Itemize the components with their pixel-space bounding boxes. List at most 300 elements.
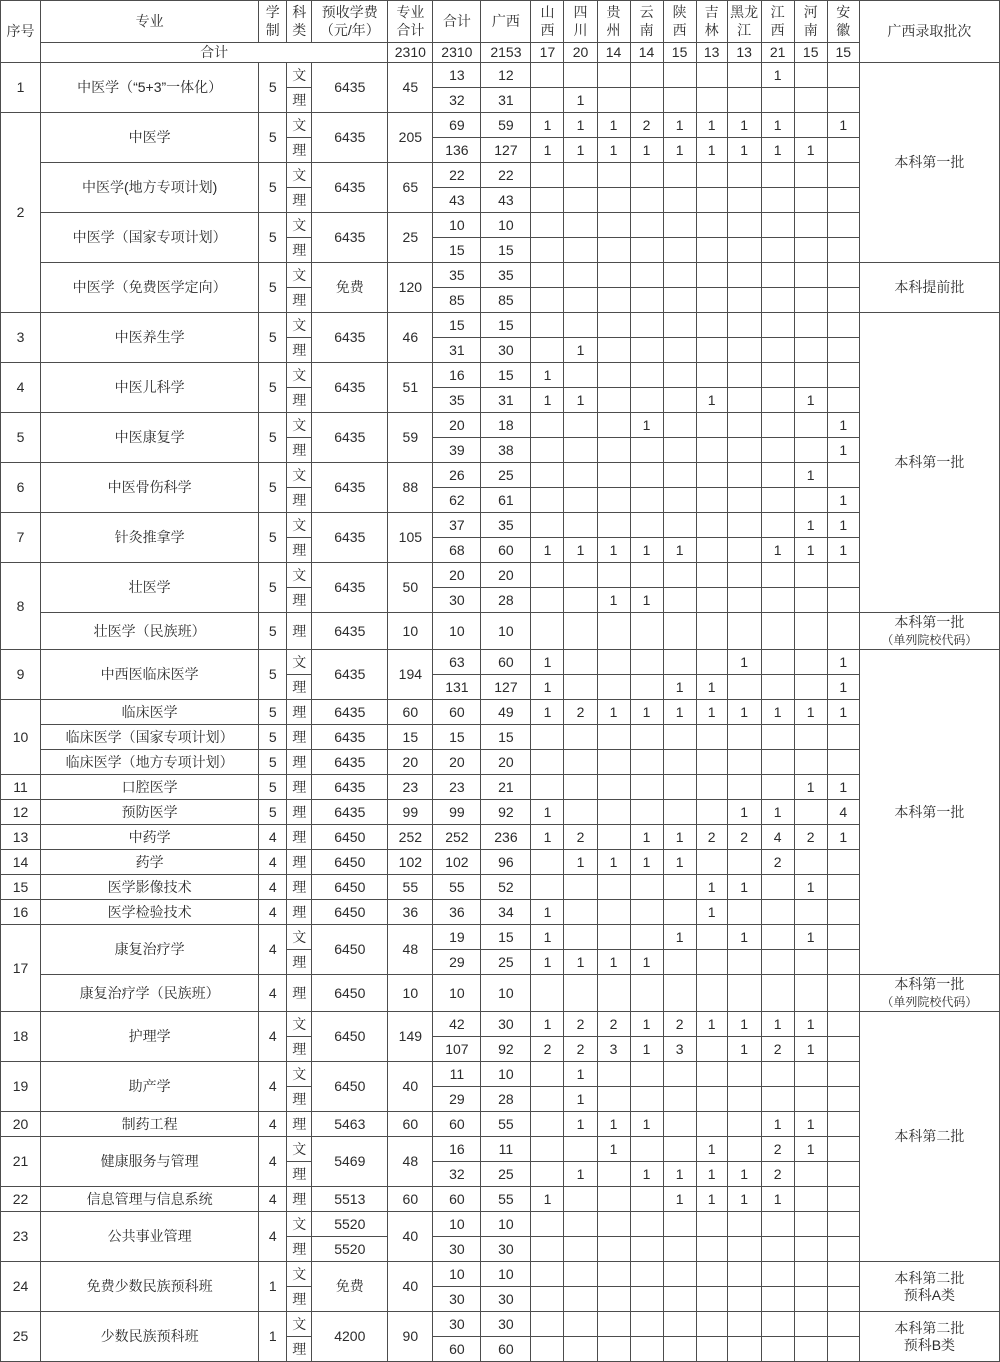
- major-name: [41, 775, 259, 800]
- count-cell: [531, 288, 564, 313]
- count-cell: [794, 900, 827, 925]
- count-cell-text: 1: [806, 141, 815, 158]
- study-years: [259, 63, 287, 113]
- count-cell: [531, 213, 564, 238]
- study-years-text: 5: [268, 179, 277, 196]
- count-cell: [481, 1312, 531, 1337]
- count-cell-text: 1: [543, 116, 552, 133]
- count-cell: [433, 1312, 481, 1337]
- row-no-text: 17: [12, 959, 29, 976]
- major-total: [388, 513, 433, 563]
- count-cell: [794, 438, 827, 463]
- major-name: [41, 1062, 259, 1112]
- count-cell: [481, 1162, 531, 1187]
- major-total: [388, 213, 433, 263]
- count-cell: [761, 1262, 794, 1287]
- count-cell: [827, 413, 859, 438]
- count-cell-text: 1: [675, 853, 684, 870]
- subject-type: [287, 1162, 312, 1187]
- count-cell-text: 99: [449, 803, 465, 820]
- count-cell: [597, 950, 630, 975]
- count-cell: [663, 413, 696, 438]
- count-cell: [481, 725, 531, 750]
- major-name-text: 中医康复学: [114, 429, 185, 446]
- tuition-text: 6450: [334, 1028, 366, 1045]
- count-cell-text: 2: [773, 1140, 782, 1157]
- study-years-text: 5: [268, 279, 277, 296]
- count-cell: [630, 1337, 663, 1362]
- count-cell-text: 4: [839, 803, 848, 820]
- col-header-province-text: 陕: [672, 4, 687, 21]
- count-cell: [727, 538, 761, 563]
- count-cell-text: 60: [498, 1340, 514, 1357]
- count-cell: [761, 1087, 794, 1112]
- count-cell: [564, 850, 597, 875]
- table-row: [1, 825, 1000, 850]
- count-cell-text: 16: [449, 1140, 465, 1157]
- study-years-text: 4: [268, 1028, 277, 1045]
- major-name-text: 预防医学: [121, 803, 178, 820]
- col-header-province-text: 河: [803, 4, 818, 21]
- count-cell-text: 43: [449, 191, 465, 208]
- count-cell-text: 15: [498, 241, 514, 258]
- major-total: [388, 613, 433, 650]
- count-cell: [696, 313, 727, 338]
- count-cell-text: 1: [806, 928, 815, 945]
- table-row: [1, 613, 1000, 650]
- count-cell: [481, 825, 531, 850]
- count-cell: [761, 850, 794, 875]
- subject-type: [287, 163, 312, 188]
- major-total: [388, 800, 433, 825]
- col-header-province-text: 云: [639, 4, 654, 21]
- table-row: [1, 750, 1000, 775]
- count-cell: [481, 538, 531, 563]
- count-cell: [531, 750, 564, 775]
- tuition-text: 6435: [334, 129, 366, 146]
- count-cell: [630, 700, 663, 725]
- summary-value: [564, 43, 597, 63]
- count-cell: [481, 1137, 531, 1162]
- count-cell: [663, 213, 696, 238]
- study-years-text: 4: [268, 853, 277, 870]
- count-cell: [630, 288, 663, 313]
- count-cell: [564, 413, 597, 438]
- count-cell: [727, 1162, 761, 1187]
- count-cell: [564, 1212, 597, 1237]
- count-cell-text: 1: [609, 1115, 618, 1132]
- count-cell: [564, 338, 597, 363]
- count-cell: [761, 188, 794, 213]
- study-years-text: 5: [268, 703, 277, 720]
- study-years: [259, 1262, 287, 1312]
- count-cell-text: 2: [740, 828, 749, 845]
- count-cell-text: 1: [707, 1165, 716, 1182]
- count-cell-text: 1: [707, 1015, 716, 1032]
- count-cell-text: 107: [445, 1040, 469, 1057]
- row-no: [1, 700, 41, 775]
- count-cell-text: 19: [449, 928, 465, 945]
- major-name-text: 公共事业管理: [107, 1228, 192, 1245]
- count-cell: [531, 700, 564, 725]
- count-cell-text: 26: [449, 466, 465, 483]
- study-years-text: 5: [268, 728, 277, 745]
- count-cell-text: 1: [773, 803, 782, 820]
- tuition-text: 5463: [334, 1115, 366, 1132]
- row-no-text: 18: [12, 1028, 29, 1045]
- tuition-text: 6450: [334, 828, 366, 845]
- subject-type-text: 文: [292, 316, 307, 333]
- count-cell-text: 20: [449, 416, 465, 433]
- col-header-province-text: 吉: [704, 4, 719, 21]
- count-cell: [794, 288, 827, 313]
- count-cell: [827, 675, 859, 700]
- summary-value: [531, 43, 564, 63]
- major-total: [388, 1312, 433, 1362]
- tuition: [312, 63, 388, 113]
- summary-label: [41, 43, 388, 63]
- count-cell: [433, 288, 481, 313]
- count-cell: [761, 1287, 794, 1312]
- count-cell: [564, 563, 597, 588]
- count-cell-text: 10: [498, 216, 514, 233]
- major-total-text: 25: [402, 229, 419, 246]
- subject-type-text: 理: [292, 441, 307, 458]
- count-cell-text: 1: [707, 1190, 716, 1207]
- count-cell: [564, 750, 597, 775]
- row-no: [1, 900, 41, 925]
- study-years: [259, 1312, 287, 1362]
- count-cell: [630, 1312, 663, 1337]
- count-cell-text: 30: [449, 1290, 465, 1307]
- major-name: [41, 800, 259, 825]
- study-years-text: 1: [268, 1278, 277, 1295]
- count-cell-text: 1: [675, 703, 684, 720]
- study-years: [259, 113, 287, 163]
- count-cell: [531, 800, 564, 825]
- count-cell: [630, 1287, 663, 1312]
- count-cell: [827, 925, 859, 950]
- count-cell: [794, 875, 827, 900]
- count-cell-text: 15: [498, 366, 514, 383]
- count-cell: [531, 113, 564, 138]
- count-cell-text: 1: [543, 141, 552, 158]
- table-row: [1, 775, 1000, 800]
- count-cell: [727, 1212, 761, 1237]
- tuition-text: 6435: [334, 703, 366, 720]
- count-cell: [564, 1012, 597, 1037]
- count-cell-text: 25: [498, 953, 514, 970]
- study-years: [259, 1137, 287, 1187]
- count-cell: [727, 975, 761, 1012]
- count-cell: [597, 1087, 630, 1112]
- count-cell: [696, 288, 727, 313]
- count-cell: [827, 163, 859, 188]
- count-cell: [597, 750, 630, 775]
- col-header-province-text: 南: [639, 21, 654, 38]
- count-cell: [481, 775, 531, 800]
- subject-type: [287, 188, 312, 213]
- count-cell: [727, 1312, 761, 1337]
- count-cell: [481, 388, 531, 413]
- batch-cell-text: 本科第一批: [894, 803, 965, 820]
- count-cell: [663, 113, 696, 138]
- subject-type: [287, 1262, 312, 1287]
- count-cell-text: 1: [806, 541, 815, 558]
- tuition-text: 6435: [334, 229, 366, 246]
- count-cell: [827, 238, 859, 263]
- count-cell: [696, 388, 727, 413]
- count-cell: [696, 138, 727, 163]
- count-cell-text: 1: [773, 66, 782, 83]
- count-cell: [564, 950, 597, 975]
- count-cell: [531, 463, 564, 488]
- subject-type-text: 理: [292, 1240, 307, 1257]
- count-cell: [597, 288, 630, 313]
- study-years: [259, 825, 287, 850]
- count-cell-text: 1: [609, 591, 618, 608]
- subject-type: [287, 363, 312, 388]
- count-cell-text: 1: [707, 141, 716, 158]
- count-cell-text: 1: [675, 828, 684, 845]
- row-no: [1, 850, 41, 875]
- count-cell: [696, 238, 727, 263]
- count-cell: [481, 700, 531, 725]
- count-cell: [794, 63, 827, 88]
- count-cell: [696, 1287, 727, 1312]
- count-cell: [663, 1337, 696, 1362]
- count-cell: [761, 1137, 794, 1162]
- tuition-text: 6450: [334, 853, 366, 870]
- count-cell: [663, 1137, 696, 1162]
- count-cell: [481, 88, 531, 113]
- count-cell-text: 60: [498, 541, 514, 558]
- count-cell: [761, 975, 794, 1012]
- subject-type: [287, 900, 312, 925]
- tuition: [312, 875, 388, 900]
- count-cell: [794, 1062, 827, 1087]
- major-name: [41, 63, 259, 113]
- study-years: [259, 163, 287, 213]
- major-total: [388, 725, 433, 750]
- count-cell: [564, 513, 597, 538]
- count-cell: [531, 775, 564, 800]
- count-cell-text: 1: [543, 703, 552, 720]
- major-total-text: 102: [398, 853, 423, 870]
- count-cell: [564, 925, 597, 950]
- row-no-text: 20: [12, 1115, 29, 1132]
- major-name-text: 中医学(地方专项计划): [81, 179, 218, 196]
- count-cell-text: 60: [498, 653, 514, 670]
- col-header-tuition-text: （元/年）: [319, 21, 380, 38]
- count-cell-text: 49: [498, 703, 514, 720]
- count-cell: [794, 1112, 827, 1137]
- count-cell: [663, 438, 696, 463]
- count-cell: [827, 1237, 859, 1262]
- major-name-text: 中医学: [128, 129, 171, 146]
- col-header-batch-text: 广西录取批次: [887, 23, 972, 39]
- major-total: [388, 563, 433, 613]
- col-header-total: [433, 1, 481, 43]
- count-cell-text: 30: [498, 1240, 514, 1257]
- subject-type-text: 理: [292, 622, 307, 639]
- count-cell-text: 20: [449, 566, 465, 583]
- count-cell: [433, 1237, 481, 1262]
- count-cell-text: 28: [498, 1090, 514, 1107]
- count-cell: [827, 588, 859, 613]
- count-cell-text: 30: [498, 1015, 514, 1032]
- count-cell: [433, 388, 481, 413]
- count-cell-text: 42: [449, 1015, 465, 1032]
- count-cell: [597, 925, 630, 950]
- count-cell-text: 62: [449, 491, 465, 508]
- count-cell: [481, 338, 531, 363]
- subject-type: [287, 288, 312, 313]
- subject-type-text: 文: [292, 416, 307, 433]
- study-years-text: 5: [268, 753, 277, 770]
- count-cell: [564, 1262, 597, 1287]
- subject-type-text: 理: [292, 703, 307, 720]
- count-cell-text: 23: [449, 778, 465, 795]
- count-cell: [630, 388, 663, 413]
- count-cell: [794, 1187, 827, 1212]
- count-cell-text: 35: [449, 266, 465, 283]
- major-name-text: 医学影像技术: [107, 878, 192, 895]
- study-years-text: 5: [268, 79, 277, 96]
- subject-type: [287, 63, 312, 88]
- count-cell-text: 1: [642, 1165, 651, 1182]
- major-total-text: 40: [402, 1078, 419, 1095]
- major-total: [388, 975, 433, 1012]
- study-years-text: 5: [268, 329, 277, 346]
- count-cell-text: 30: [498, 1315, 514, 1332]
- count-cell: [761, 513, 794, 538]
- table-row: [1, 563, 1000, 588]
- major-name: [41, 113, 259, 163]
- count-cell-text: 30: [498, 1290, 514, 1307]
- count-cell: [696, 463, 727, 488]
- subject-type-text: 文: [292, 653, 307, 670]
- count-cell: [481, 113, 531, 138]
- major-name: [41, 975, 259, 1012]
- count-cell: [433, 1337, 481, 1362]
- row-no: [1, 650, 41, 700]
- count-cell-text: 1: [642, 703, 651, 720]
- count-cell: [827, 800, 859, 825]
- study-years-text: 4: [268, 1190, 277, 1207]
- count-cell: [761, 1237, 794, 1262]
- count-cell: [564, 650, 597, 675]
- count-cell: [827, 563, 859, 588]
- count-cell: [597, 1012, 630, 1037]
- count-cell-text: 1: [707, 1140, 716, 1157]
- count-cell: [794, 213, 827, 238]
- count-cell-text: 1: [609, 703, 618, 720]
- count-cell-text: 1: [576, 1090, 585, 1107]
- count-cell: [630, 1162, 663, 1187]
- row-no: [1, 413, 41, 463]
- count-cell-text: 1: [543, 678, 552, 695]
- row-no: [1, 1262, 41, 1312]
- count-cell: [663, 1187, 696, 1212]
- major-name-text: 医学检验技术: [107, 903, 192, 920]
- count-cell: [761, 1062, 794, 1087]
- major-name-text: 壮医学: [128, 579, 171, 596]
- count-cell: [761, 238, 794, 263]
- major-total-text: 120: [398, 279, 423, 296]
- count-cell-text: 22: [498, 166, 514, 183]
- count-cell: [727, 1112, 761, 1137]
- study-years: [259, 925, 287, 975]
- count-cell: [696, 613, 727, 650]
- major-name-text: 康复治疗学（民族班）: [79, 984, 220, 1001]
- table-row: [1, 900, 1000, 925]
- count-cell: [481, 1012, 531, 1037]
- major-name-text: 针灸推拿学: [114, 529, 185, 546]
- tuition: [312, 925, 388, 975]
- tuition: [312, 213, 388, 263]
- subject-type-text: 文: [292, 216, 307, 233]
- count-cell-text: 1: [576, 853, 585, 870]
- major-name-text: 助产学: [128, 1078, 171, 1095]
- summary-value-text: 13: [703, 44, 720, 60]
- major-total: [388, 850, 433, 875]
- summary-major-total: [388, 43, 433, 63]
- table-row: [1, 1012, 1000, 1037]
- count-cell-text: 1: [707, 903, 716, 920]
- count-cell: [630, 63, 663, 88]
- subject-type: [287, 725, 312, 750]
- subject-type: [287, 138, 312, 163]
- tuition: [312, 650, 388, 700]
- major-name: [41, 313, 259, 363]
- count-cell: [531, 188, 564, 213]
- count-cell: [531, 825, 564, 850]
- count-cell-text: 1: [576, 341, 585, 358]
- major-total: [388, 775, 433, 800]
- study-years-text: 5: [268, 429, 277, 446]
- count-cell: [727, 88, 761, 113]
- count-cell: [481, 850, 531, 875]
- count-cell-text: 36: [449, 903, 465, 920]
- count-cell: [564, 1037, 597, 1062]
- count-cell: [827, 113, 859, 138]
- count-cell: [761, 700, 794, 725]
- major-total-text: 149: [398, 1028, 423, 1045]
- count-cell: [727, 588, 761, 613]
- count-cell: [630, 1137, 663, 1162]
- count-cell: [696, 725, 727, 750]
- count-cell: [827, 88, 859, 113]
- subject-type: [287, 825, 312, 850]
- count-cell: [531, 1037, 564, 1062]
- subject-type-text: 理: [292, 878, 307, 895]
- summary-value: [433, 43, 481, 63]
- count-cell: [794, 800, 827, 825]
- subject-type: [287, 1087, 312, 1112]
- major-name-text: 中药学: [128, 828, 171, 845]
- count-cell-text: 1: [642, 141, 651, 158]
- major-name-text: 壮医学（民族班）: [93, 622, 206, 639]
- row-no-text: 3: [16, 329, 25, 346]
- count-cell: [564, 775, 597, 800]
- count-cell: [663, 950, 696, 975]
- count-cell: [531, 875, 564, 900]
- study-years-text: 5: [268, 666, 277, 683]
- subject-type-text: 文: [292, 466, 307, 483]
- count-cell: [597, 588, 630, 613]
- count-cell: [481, 463, 531, 488]
